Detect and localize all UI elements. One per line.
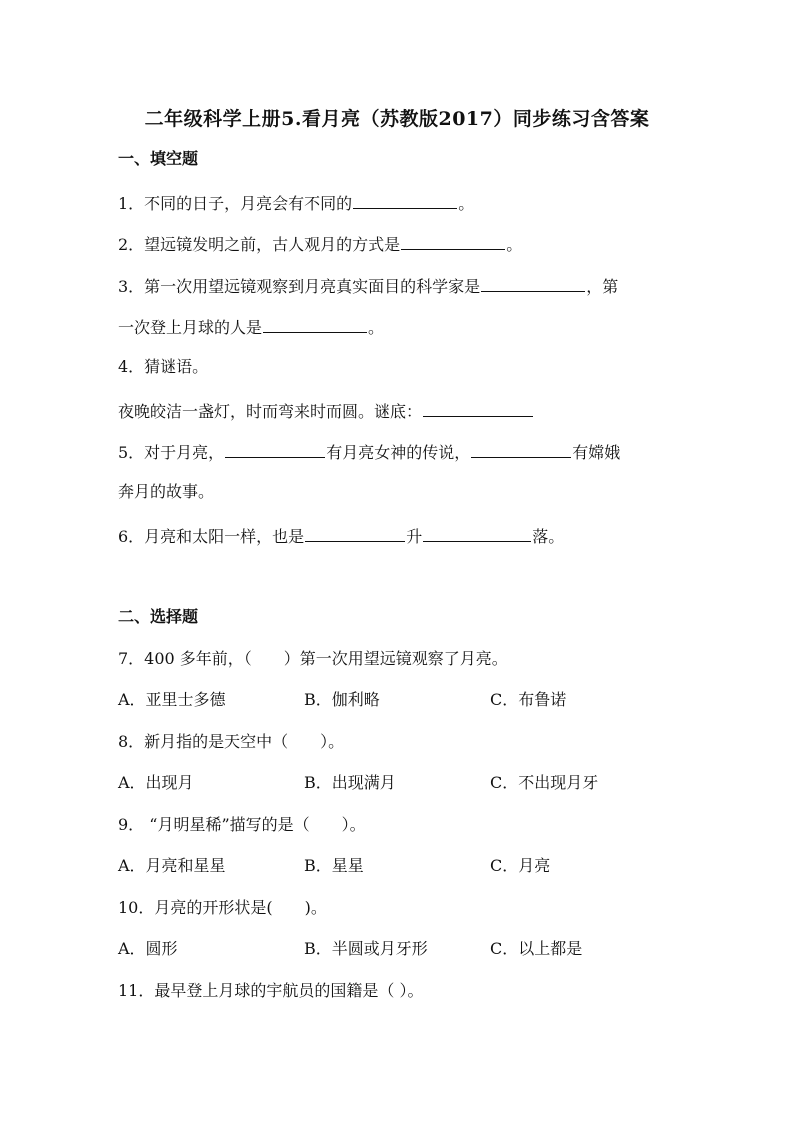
question-3-line2 <box>118 314 384 339</box>
option-b[interactable]: B．出现满月 <box>304 773 396 792</box>
question-9: 9． “月明星稀”描写的是（ ）。 <box>118 815 366 834</box>
option-a[interactable]: A．出现月 <box>118 773 194 792</box>
answer-blank[interactable] <box>401 231 505 250</box>
answer-blank[interactable] <box>353 190 457 209</box>
question-4: 4．猜谜语。 <box>118 357 209 376</box>
question-4-riddle <box>118 398 534 423</box>
question-8-options <box>118 772 598 794</box>
question-5-text: 5．对于月亮， <box>118 443 225 462</box>
section-heading-fill: 一、填空题 <box>118 149 199 168</box>
question-2-text: 2．望远镜发明之前，古人观月的方式是 <box>118 235 401 254</box>
question-2 <box>118 231 522 256</box>
question-8: 8．新月指的是天空中（ ）。 <box>118 732 345 751</box>
answer-blank[interactable] <box>481 273 585 292</box>
question-1 <box>118 190 474 215</box>
question-3-text: 3．第一次用望远镜观察到月亮真实面目的科学家是 <box>118 277 481 296</box>
answer-blank[interactable] <box>423 398 533 417</box>
option-c[interactable]: C．布鲁诺 <box>490 690 567 709</box>
option-b[interactable]: B．半圆或月牙形 <box>304 939 428 958</box>
answer-blank[interactable] <box>471 439 571 458</box>
question-3-line2-text: 一次登上月球的人是 <box>118 318 263 337</box>
question-1-text: 1．不同的日子，月亮会有不同的 <box>118 194 353 213</box>
question-1-end: 。 <box>458 194 475 213</box>
question-10: 10．月亮的开形状是( )。 <box>118 898 327 917</box>
question-6 <box>118 523 564 548</box>
question-7-options <box>118 689 566 711</box>
option-c[interactable]: C．月亮 <box>490 856 551 875</box>
answer-blank[interactable] <box>423 523 531 542</box>
question-3-end: 。 <box>368 318 385 337</box>
question-10-options <box>118 938 582 960</box>
section-heading-choice: 二、选择题 <box>118 607 199 626</box>
question-5-line2: 奔月的故事。 <box>118 482 215 501</box>
question-11: 11．最早登上月球的宇航员的国籍是（ ）。 <box>118 981 424 1000</box>
option-a[interactable]: A．月亮和星星 <box>118 856 226 875</box>
question-6-mid: 升 <box>406 527 423 546</box>
option-a[interactable]: A．亚里士多德 <box>118 690 226 709</box>
question-5-mid: 有月亮女神的传说， <box>326 443 471 462</box>
answer-blank[interactable] <box>225 439 325 458</box>
option-b[interactable]: B．星星 <box>304 856 364 875</box>
option-c[interactable]: C．以上都是 <box>490 939 583 958</box>
answer-blank[interactable] <box>263 314 367 333</box>
question-9-options <box>118 855 550 877</box>
option-b[interactable]: B．伽利略 <box>304 690 380 709</box>
question-5-post: 有嫦娥 <box>572 443 621 462</box>
option-a[interactable]: A．圆形 <box>118 939 178 958</box>
question-4-riddle-text: 夜晚皎洁一盏灯，时而弯来时而圆。谜底： <box>118 402 423 421</box>
question-3 <box>118 273 618 298</box>
answer-blank[interactable] <box>305 523 405 542</box>
option-c[interactable]: C．不出现月牙 <box>490 773 599 792</box>
question-7: 7．400 多年前，（ ）第一次用望远镜观察了月亮。 <box>118 649 508 668</box>
question-6-text: 6．月亮和太阳一样，也是 <box>118 527 305 546</box>
question-3-mid: ，第 <box>586 277 619 296</box>
page-title: 二年级科学上册5.看月亮（苏教版2017）同步练习含答案 <box>144 108 650 130</box>
question-2-end: 。 <box>506 235 523 254</box>
question-6-end: 落。 <box>532 527 565 546</box>
question-5 <box>118 439 620 464</box>
